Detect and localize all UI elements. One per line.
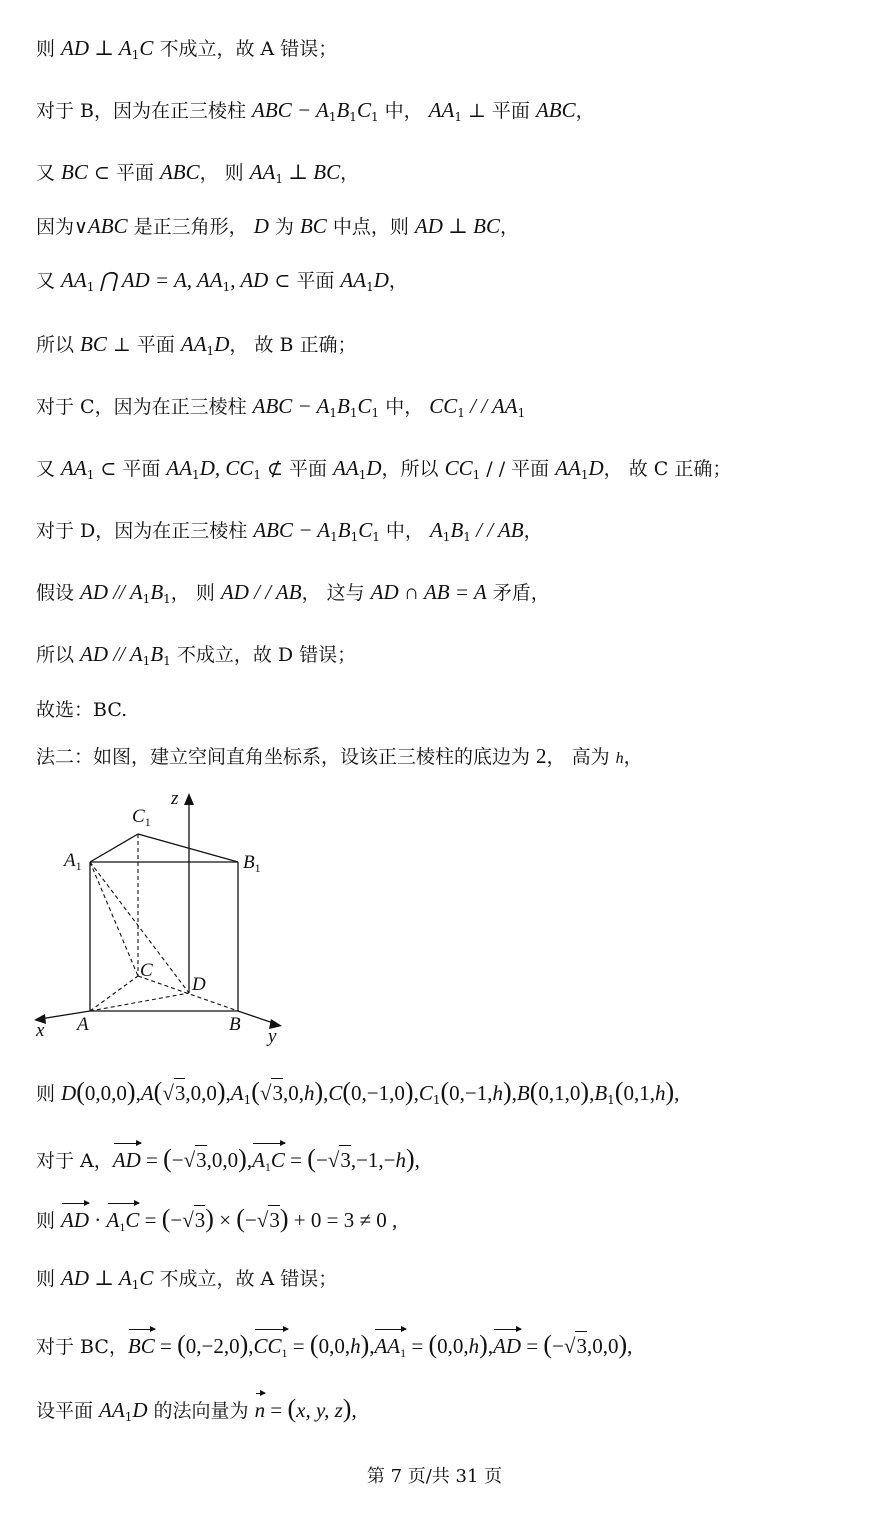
text-line-5: 又 $AA_1$ ⋂ AD = A, $AA_1$, AD ⊂ 平面 $AA_1D$， xyxy=(36,268,408,294)
text-line-4: 因为∨ABC 是正三角形， D 为 BC 中点，则 AD ⊥ BC， xyxy=(36,214,519,238)
label-b: B xyxy=(229,1014,241,1035)
prism-figure xyxy=(32,786,292,1056)
label-b1: $B_1$ xyxy=(243,852,261,875)
text-line-normal-vector: 设平面 $AA_1D$ 的法向量为 n = (x, y, z), xyxy=(36,1390,357,1431)
coordinate-axes xyxy=(40,800,276,1024)
label-d: D xyxy=(192,974,206,995)
label-c1: $C_1$ xyxy=(132,806,151,829)
text-line-10: 假设 AD // $A_1B_1$， 则 AD / / AB， 这与 AD ∩ AB = A 矛盾， xyxy=(36,580,550,606)
text-line-dot-product: 则 AD · $A_1C = (-√3) \times (-√3) + 0 = 3 \ne 0$ , xyxy=(36,1200,397,1241)
label-x: x xyxy=(36,1020,45,1041)
text-line-8: 又 $AA_1$ ⊂ 平面 $AA_1D$, $CC_1$ ⊄ 平面 $AA_1D$，所以 $CC_1$ / / 平面 $AA_1D$， 故 C 正确； xyxy=(36,456,732,482)
edge-a1-c1 xyxy=(90,834,138,862)
text-line-2: 对于 B，因为在正三棱柱 ABC − $A_1B_1C_1$ 中， $AA_1$ ⊥ 平面 ABC， xyxy=(36,98,595,124)
edge-a-c xyxy=(90,976,138,1011)
label-c: C xyxy=(140,960,153,981)
text-line-13: 法二：如图，建立空间直角坐标系，设该正三棱柱的底边为 2， 高为 h， xyxy=(36,744,643,768)
label-y: y xyxy=(268,1026,277,1047)
edge-a1-c xyxy=(90,862,138,976)
prism-solid-edges xyxy=(90,834,238,1011)
page-footer: 第 7 页/共 31 页 xyxy=(366,1466,503,1487)
label-a: A xyxy=(77,1014,89,1035)
label-z: z xyxy=(171,788,179,809)
text-line-11: 所以 AD // $A_1B_1$ 不成立，故 D 错误； xyxy=(36,642,357,668)
text-line-vectors-bc: 对于 BC，BC = $(0,-2,0),CC_1 = (0,0,h),AA_1 = (0,0,h),AD = (-√3,0,0)$, xyxy=(36,1326,632,1367)
text-line-6: 所以 BC ⊥ 平面 $AA_1D$， 故 B 正确； xyxy=(36,332,357,358)
text-line-coordinates: 则 $D(0,0,0),A(√3,0,0),A_1(√3,0,h),C(0,-1,0),C_1(0,-1,h),B(0,1,0),B_1(0,1,h)$, xyxy=(36,1077,680,1107)
z-axis-arrow-icon xyxy=(184,793,194,805)
y-axis xyxy=(238,1011,276,1024)
text-line-vectors-a: 对于 A，AD = $(-√3,0,0),A_1C = (-√3,-1,-h)$, xyxy=(36,1140,420,1181)
prism-hidden-edges xyxy=(90,834,238,1011)
text-line-3: 又 BC ⊂ 平面 ABC， 则 $AA_1$ ⊥ BC， xyxy=(36,160,360,186)
label-a1: $A_1$ xyxy=(64,850,82,873)
text-line-12: 故选：BC. xyxy=(36,699,128,721)
text-line-1: 则 AD ⊥ $A_1C$ 不成立，故 A 错误； xyxy=(36,36,338,62)
edge-c1-b1 xyxy=(138,834,238,862)
edge-a-d xyxy=(90,993,189,1011)
text-line-7: 对于 C，因为在正三棱柱 ABC − $A_1B_1C_1$ 中， $CC_1$ / / $AA_1$ xyxy=(36,394,526,420)
text-line-9: 对于 D，因为在正三棱柱 ABC − $A_1B_1C_1$ 中， $A_1B_1$ / / AB， xyxy=(36,518,543,544)
text-line-conclusion-a: 则 AD ⊥ $A_1C$ 不成立，故 A 错误； xyxy=(36,1266,338,1292)
